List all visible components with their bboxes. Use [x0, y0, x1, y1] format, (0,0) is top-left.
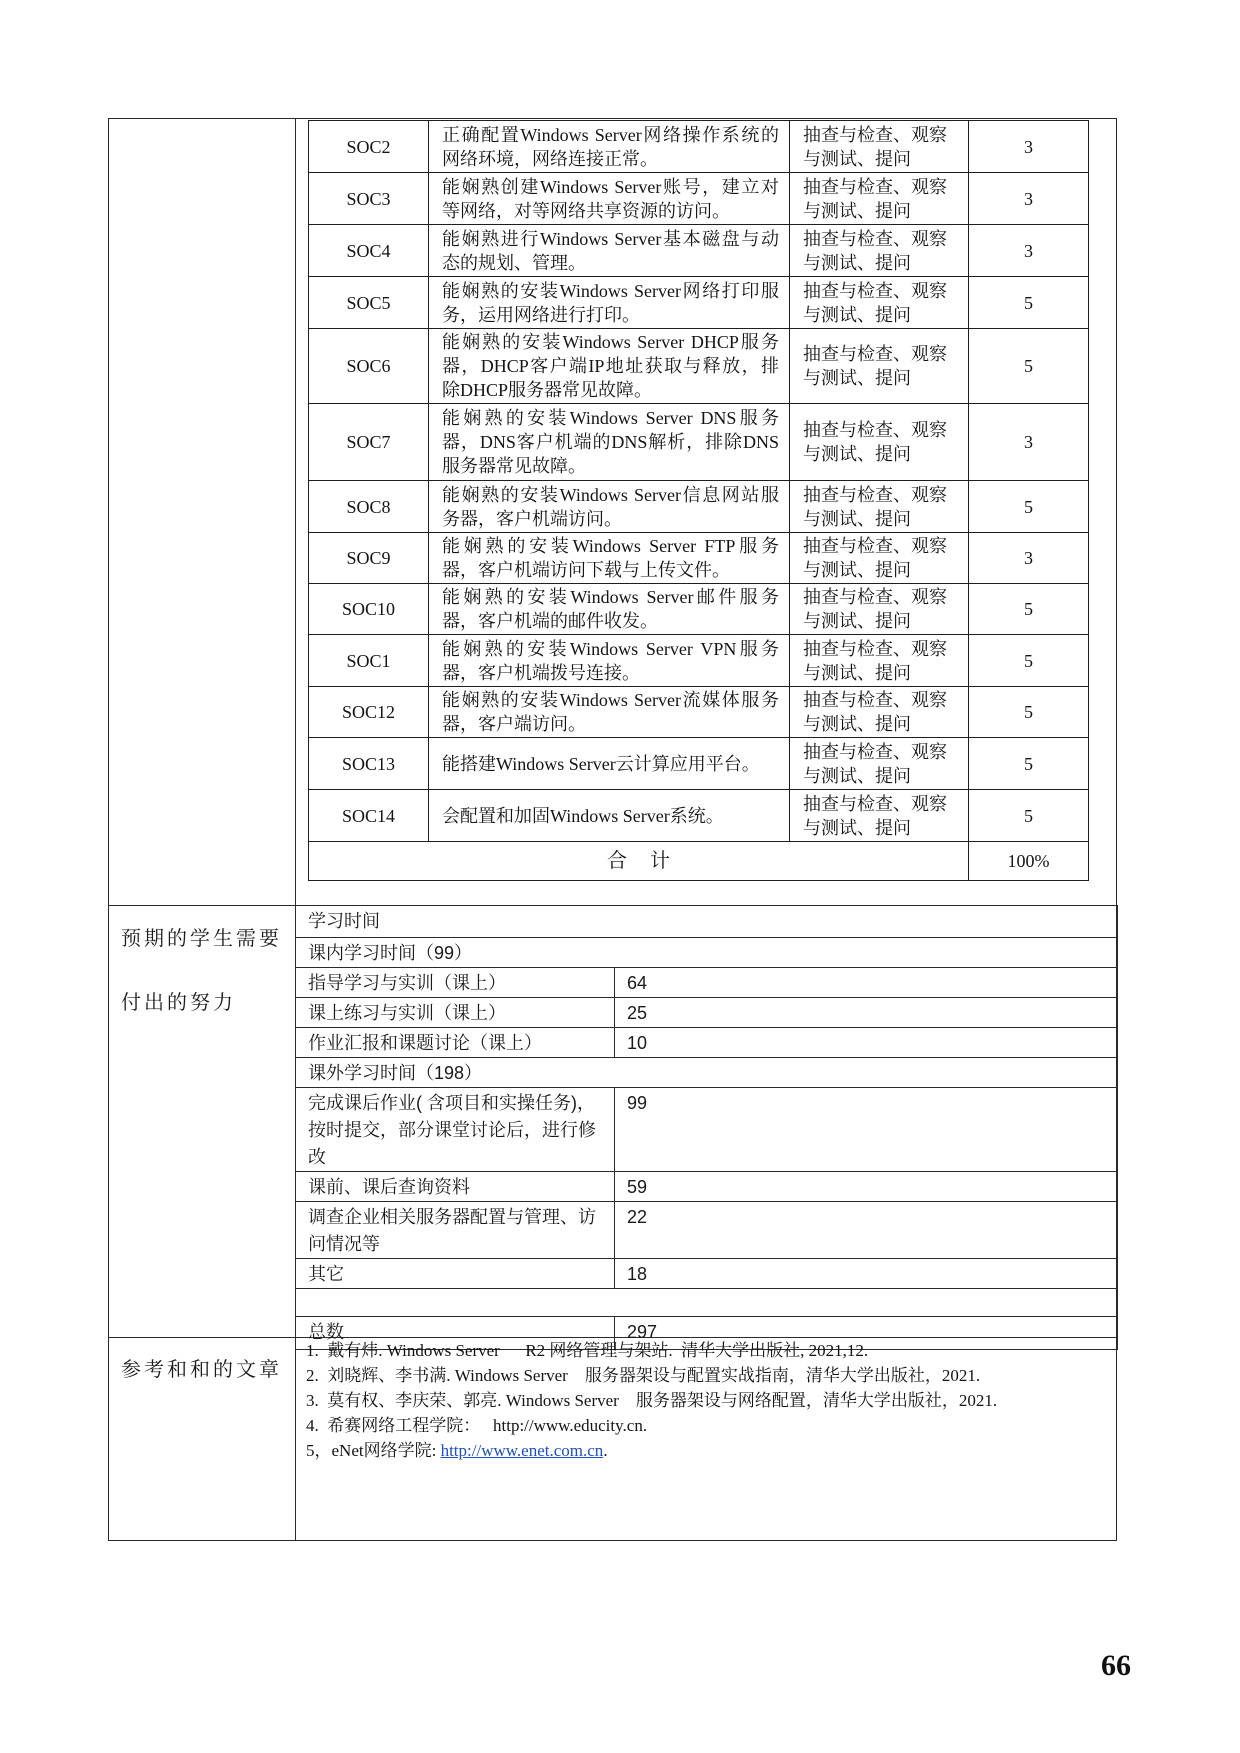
method-line: 与测试、提问 [803, 508, 911, 529]
in-class-heading-row [296, 938, 1118, 968]
soc-row [309, 533, 1089, 584]
description-line: 能搭建Windows Server云计算应用平台。 [442, 753, 760, 774]
description-line: 器，客户端访问。 [442, 714, 586, 734]
out-class-row [296, 1259, 1118, 1289]
out-class-heading: 课外学习时间（198） [296, 1058, 1118, 1088]
method-line: 抽查与检查、观察 [803, 420, 947, 440]
reference-list [306, 1338, 1106, 1463]
method-line: 抽查与检查、观察 [803, 176, 947, 197]
soc-row [309, 173, 1089, 225]
reference-suffix: . [603, 1441, 608, 1460]
method-line: 抽查与检查、观察 [803, 741, 947, 762]
soc-description [429, 533, 790, 584]
soc-assessment-method [790, 790, 969, 842]
soc-code: SOC13 [309, 738, 429, 790]
description-line: 务器，客户机端访问。 [442, 508, 622, 529]
activity-hours: 99 [615, 1088, 1118, 1172]
activity-hours: 10 [615, 1028, 1118, 1058]
soc-assessment-method [790, 277, 969, 329]
soc-code: SOC3 [309, 173, 429, 225]
activity-item-line: 其它 [308, 1264, 344, 1284]
soc-assessment-method [790, 481, 969, 533]
reference-item: 3. 莫有权、李庆荣、郭亮. Windows Server 服务器架设与网络配置，清华大学出版社，2021. [306, 1391, 998, 1410]
soc-code: SOC2 [309, 121, 429, 173]
description-line: 网络环境，网络连接正常。 [442, 148, 658, 169]
total-label: 合 计 [309, 842, 969, 881]
description-line: 态的规划、管理。 [442, 252, 586, 273]
soc-weight: 3 [969, 121, 1089, 173]
activity-item [296, 1202, 615, 1259]
description-line: 能娴熟进行Windows Server基本磁盘与动 [442, 228, 779, 249]
soc-weight: 5 [969, 635, 1089, 687]
soc-assessment-method [790, 533, 969, 584]
in-class-row [296, 1028, 1118, 1058]
method-line: 抽查与检查、观察 [803, 587, 947, 607]
activity-item [296, 1172, 615, 1202]
method-line: 与测试、提问 [803, 148, 911, 169]
soc-description [429, 277, 790, 329]
description-line: 正确配置Windows Server网络操作系统的 [442, 124, 779, 145]
soc-row [309, 790, 1089, 842]
references-section-label: 参考和和的文章 [121, 1359, 282, 1381]
soc-code: SOC10 [309, 584, 429, 635]
soc-row [309, 329, 1089, 404]
reference-item [306, 1438, 1106, 1463]
activity-item-line: 问情况等 [308, 1234, 380, 1254]
study-time-heading-row [296, 906, 1118, 938]
soc-code: SOC12 [309, 687, 429, 738]
soc-code: SOC6 [309, 329, 429, 404]
description-line: 除DHCP服务器常见故障。 [442, 380, 653, 400]
method-line: 与测试、提问 [803, 817, 911, 838]
method-line: 抽查与检查、观察 [803, 536, 947, 556]
activity-hours: 25 [615, 998, 1118, 1028]
description-line: 等网络，对等网络共享资源的访问。 [442, 200, 730, 221]
description-line: 能娴熟的安装Windows Server DNS服务 [442, 408, 779, 428]
page-number: 66 [1101, 1649, 1131, 1682]
soc-row [309, 481, 1089, 533]
method-line: 与测试、提问 [803, 252, 911, 273]
soc-assessment-method [790, 121, 969, 173]
reference-link[interactable]: http://www.enet.com.cn [440, 1441, 604, 1460]
method-line: 抽查与检查、观察 [803, 344, 947, 364]
soc-weight: 5 [969, 277, 1089, 329]
method-line: 与测试、提问 [803, 304, 911, 325]
method-line: 与测试、提问 [803, 200, 911, 221]
soc-description [429, 481, 790, 533]
method-line: 与测试、提问 [803, 368, 911, 388]
out-class-row [296, 1088, 1118, 1172]
activity-item-line: 课前、课后查询资料 [308, 1177, 470, 1197]
soc-assessment-method [790, 404, 969, 481]
description-line: 器，客户机端访问下载与上传文件。 [442, 560, 730, 580]
out-class-row [296, 1202, 1118, 1259]
activity-item-line: 完成课后作业( 含项目和实操任务)， [308, 1093, 595, 1113]
description-line: 能娴熟的安装Windows Server DHCP服务 [442, 332, 779, 352]
method-line: 与测试、提问 [803, 662, 911, 683]
soc-total-row [309, 842, 1089, 881]
method-line: 抽查与检查、观察 [803, 484, 947, 505]
soc-code: SOC5 [309, 277, 429, 329]
soc-assessment-method [790, 738, 969, 790]
soc-weight: 5 [969, 584, 1089, 635]
soc-weight: 5 [969, 790, 1089, 842]
description-line: 会配置和加固Windows Server系统。 [442, 805, 724, 826]
soc-description [429, 329, 790, 404]
soc-row [309, 225, 1089, 277]
soc-assessment-method [790, 635, 969, 687]
reference-item: 4. 希赛网络工程学院： http://www.educity.cn. [306, 1416, 648, 1435]
soc-row [309, 635, 1089, 687]
activity-item-line: 调查企业相关服务器配置与管理、访 [308, 1207, 596, 1227]
in-class-row [296, 998, 1118, 1028]
soc-description [429, 404, 790, 481]
soc-assessment-table [308, 120, 1089, 881]
out-class-row [296, 1172, 1118, 1202]
method-line: 抽查与检查、观察 [803, 280, 947, 301]
effort-section-label: 预期的学生需要 [121, 928, 282, 950]
total-hours-value: 297 [615, 1317, 1118, 1350]
soc-row [309, 121, 1089, 173]
in-class-row [296, 968, 1118, 998]
soc-code: SOC7 [309, 404, 429, 481]
description-line: 能娴熟的安装Windows Server FTP服务 [442, 536, 779, 556]
soc-code: SOC4 [309, 225, 429, 277]
soc-weight: 5 [969, 738, 1089, 790]
soc-code: SOC9 [309, 533, 429, 584]
soc-description [429, 121, 790, 173]
description-line: 能娴熟创建Windows Server账号，建立对 [442, 176, 779, 197]
soc-code: SOC1 [309, 635, 429, 687]
method-line: 抽查与检查、观察 [803, 124, 947, 145]
soc-row [309, 687, 1089, 738]
soc-code: SOC8 [309, 481, 429, 533]
method-line: 与测试、提问 [803, 560, 911, 580]
description-line: 器，客户机端拨号连接。 [442, 662, 640, 683]
soc-weight: 5 [969, 329, 1089, 404]
activity-hours: 64 [615, 968, 1118, 998]
activity-item [296, 1259, 615, 1289]
description-line: 能娴熟的安装Windows Server邮件服务 [442, 587, 779, 607]
soc-description [429, 635, 790, 687]
description-line: 能娴熟的安装Windows Server流媒体服务 [442, 690, 779, 710]
soc-description [429, 584, 790, 635]
activity-hours: 18 [615, 1259, 1118, 1289]
blank-row [296, 1289, 1118, 1317]
description-line: 能娴熟的安装Windows Server信息网站服 [442, 484, 779, 505]
method-line: 与测试、提问 [803, 444, 911, 464]
reference-item: 1. 戴有炜. Windows Server R2 网络管理与架站. 清华大学出版社, 2021,12. [306, 1341, 869, 1360]
activity-item: 指导学习与实训（课上） [296, 968, 615, 998]
activity-item: 课上练习与实训（课上） [296, 998, 615, 1028]
soc-weight: 5 [969, 687, 1089, 738]
soc-row [309, 277, 1089, 329]
soc-description [429, 225, 790, 277]
method-line: 抽查与检查、观察 [803, 638, 947, 659]
method-line: 抽查与检查、观察 [803, 228, 947, 249]
soc-weight: 3 [969, 533, 1089, 584]
method-line: 与测试、提问 [803, 714, 911, 734]
soc-code: SOC14 [309, 790, 429, 842]
method-line: 抽查与检查、观察 [803, 690, 947, 710]
total-weight: 100% [969, 842, 1089, 881]
total-hours-label: 总数 [296, 1317, 615, 1350]
activity-item: 作业汇报和课题讨论（课上） [296, 1028, 615, 1058]
in-class-heading: 课内学习时间（99） [296, 938, 1118, 968]
soc-assessment-method [790, 173, 969, 225]
soc-weight: 3 [969, 225, 1089, 277]
out-class-heading-row [296, 1058, 1118, 1088]
soc-weight: 3 [969, 173, 1089, 225]
description-line: 器，DNS客户机端的DNS解析，排除DNS [442, 432, 779, 452]
activity-item [296, 1088, 615, 1172]
blank-cell [296, 1289, 1118, 1317]
effort-section-label: 付出的努力 [121, 992, 236, 1014]
method-line: 与测试、提问 [803, 765, 911, 786]
method-line: 抽查与检查、观察 [803, 793, 947, 814]
activity-item-line: 改 [308, 1147, 326, 1167]
soc-assessment-method [790, 687, 969, 738]
soc-row [309, 584, 1089, 635]
soc-weight: 5 [969, 481, 1089, 533]
description-line: 务，运用网络进行打印。 [442, 304, 640, 325]
soc-assessment-method [790, 329, 969, 404]
soc-description [429, 173, 790, 225]
description-line: 能娴熟的安装Windows Server网络打印服 [442, 280, 779, 301]
description-line: 服务器常见故障。 [442, 456, 586, 476]
activity-hours: 59 [615, 1172, 1118, 1202]
description-line: 器，DHCP客户端IP地址获取与释放，排 [442, 356, 779, 376]
soc-row [309, 404, 1089, 481]
activity-hours: 22 [615, 1202, 1118, 1259]
study-time-table [295, 905, 1118, 1350]
soc-weight: 3 [969, 404, 1089, 481]
soc-description [429, 687, 790, 738]
soc-description [429, 790, 790, 842]
description-line: 能娴熟的安装Windows Server VPN服务 [442, 638, 779, 659]
activity-item-line: 按时提交，部分课堂讨论后，进行修 [308, 1120, 596, 1140]
reference-item: 2. 刘晓辉、李书满. Windows Server 服务器架设与配置实战指南，清华大学出版社，2021. [306, 1366, 981, 1385]
description-line: 器，客户机端的邮件收发。 [442, 611, 658, 631]
soc-assessment-method [790, 225, 969, 277]
study-time-heading: 学习时间 [296, 906, 1118, 938]
method-line: 与测试、提问 [803, 611, 911, 631]
soc-description [429, 738, 790, 790]
reference-text: 5，eNet网络学院: [306, 1441, 441, 1460]
soc-assessment-method [790, 584, 969, 635]
soc-row [309, 738, 1089, 790]
